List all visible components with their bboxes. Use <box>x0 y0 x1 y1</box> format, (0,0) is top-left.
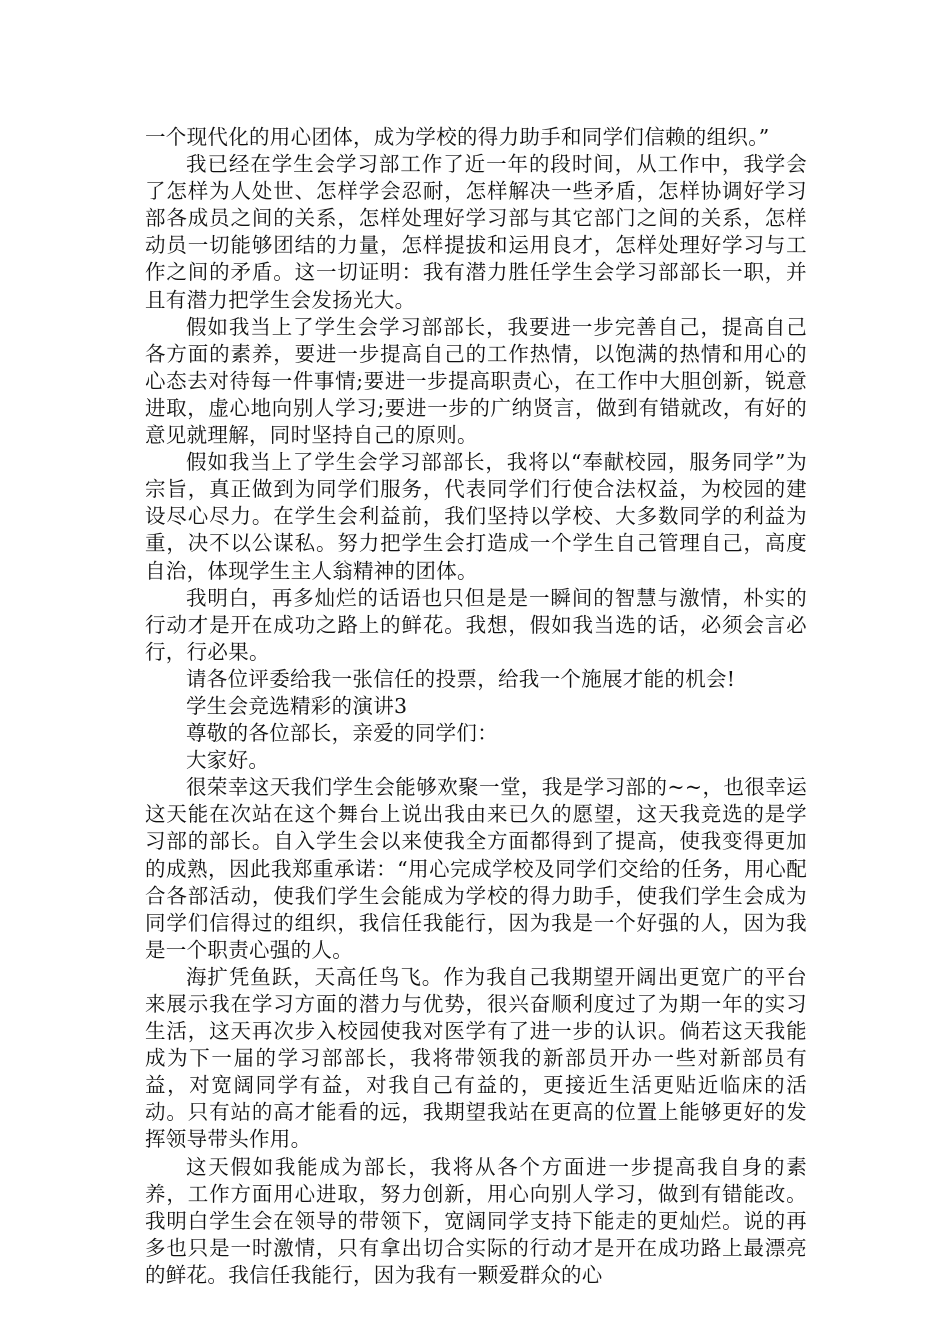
document-body <box>145 124 807 1289</box>
section-heading: 学生会竞选精彩的演讲3 <box>186 693 408 718</box>
paragraph-honored-gathering: 很荣幸这天我们学生会能够欢聚一堂，我是学习部的~~，也很幸运这天能在次站在这个舞台上说出我由来已久的愿望，这天我竞选的是学习部的部长。自入学生会以来使我全方面都得到了提高，使我变得更加的成熟，因此我郑重承诺：“用心完成学校及同学们交给的任务，用心配合各部活动，使我们学生会能成为学校的得力助手，使我们学生会成为同学们信得过的组织，我信任我能行，因为我是一个好强的人，因为我是一个职责心强的人。 <box>145 775 807 962</box>
paragraph-action-over-words: 我明白，再多灿烂的话语也只但是是一瞬间的智慧与激情，朴实的行动才是开在成功之路上的鲜花。我想，假如我当选的话，必须会言必行，行必果。 <box>145 585 807 664</box>
greeting: 大家好。 <box>186 748 270 773</box>
paragraph-continuation: 一个现代化的用心团体，成为学校的得力助手和同学们信赖的组织。” <box>145 125 770 149</box>
paragraph-if-elected-minister: 这天假如我能成为部长，我将从各个方面进一步提高我自身的素养，工作方面用心进取，努力创新，用心向别人学习，做到有错能改。我明白学生会在领导的带领下，宽阔同学支持下能走的更灿烂。说的再多也只是一时激情，只有拿出切合实际的行动才是开在成功路上最漂亮的鲜花。我信任我能行，因为我有一颗爱群众的心 <box>145 1154 807 1287</box>
paragraph-study-department-experience: 我已经在学生会学习部工作了近一年的段时间，从工作中，我学会了怎样为人处世、怎样学会忍耐，怎样解决一些矛盾，怎样协调好学习部各成员之间的关系，怎样处理好学习部与其它部门之间的关系，怎样动员一切能够团结的力量，怎样提拔和运用良才，怎样处理好学习与工作之间的矛盾。这一切证明：我有潜力胜任学生会学习部部长一职，并且有潜力把学生会发扬光大。 <box>145 152 807 312</box>
salutation: 尊敬的各位部长，亲爱的同学们： <box>186 721 498 746</box>
paragraph-broader-platform: 海扩凭鱼跃，天高任鸟飞。作为我自己我期望开阔出更宽广的平台来展示我在学习方面的潜力与优势，很兴奋顺利度过了为期一年的实习生活，这天再次步入校园使我对医学有了进一步的认识。倘若这天我能成为下一届的学习部部长，我将带领我的新部员开办一些对新部员有益，对宽阔同学有益，对我自己有益的，更接近生活更贴近临床的活动。只有站的高才能看的远，我期望我站在更高的位置上能够更好的发挥领导带头作用。 <box>145 964 807 1152</box>
paragraph-self-improvement: 假如我当上了学生会学习部部长，我要进一步完善自己，提高自己各方面的素养，要进一步提高自己的工作热情，以饱满的热情和用心的心态去对待每一件事情;要进一步提高职责心，在工作中大胆创新，锐意进取，虚心地向别人学习;要进一步的广纳贤言，做到有错就改，有好的意见就理解，同时坚持自己的原则。 <box>145 314 807 448</box>
paragraph-vote-request: 请各位评委给我一张信任的投票，给我一个施展才能的机会! <box>186 666 736 691</box>
paragraph-serve-students: 假如我当上了学生会学习部部长，我将以“奉献校园，服务同学”为宗旨，真正做到为同学们服务，代表同学们行使合法权益，为校园的建设尽心尽力。在学生会利益前，我们坚持以学校、大多数同学的利益为重，决不以公谋私。努力把学生会打造成一个学生自己管理自己，高度自治，体现学生主人翁精神的团体。 <box>145 450 807 583</box>
